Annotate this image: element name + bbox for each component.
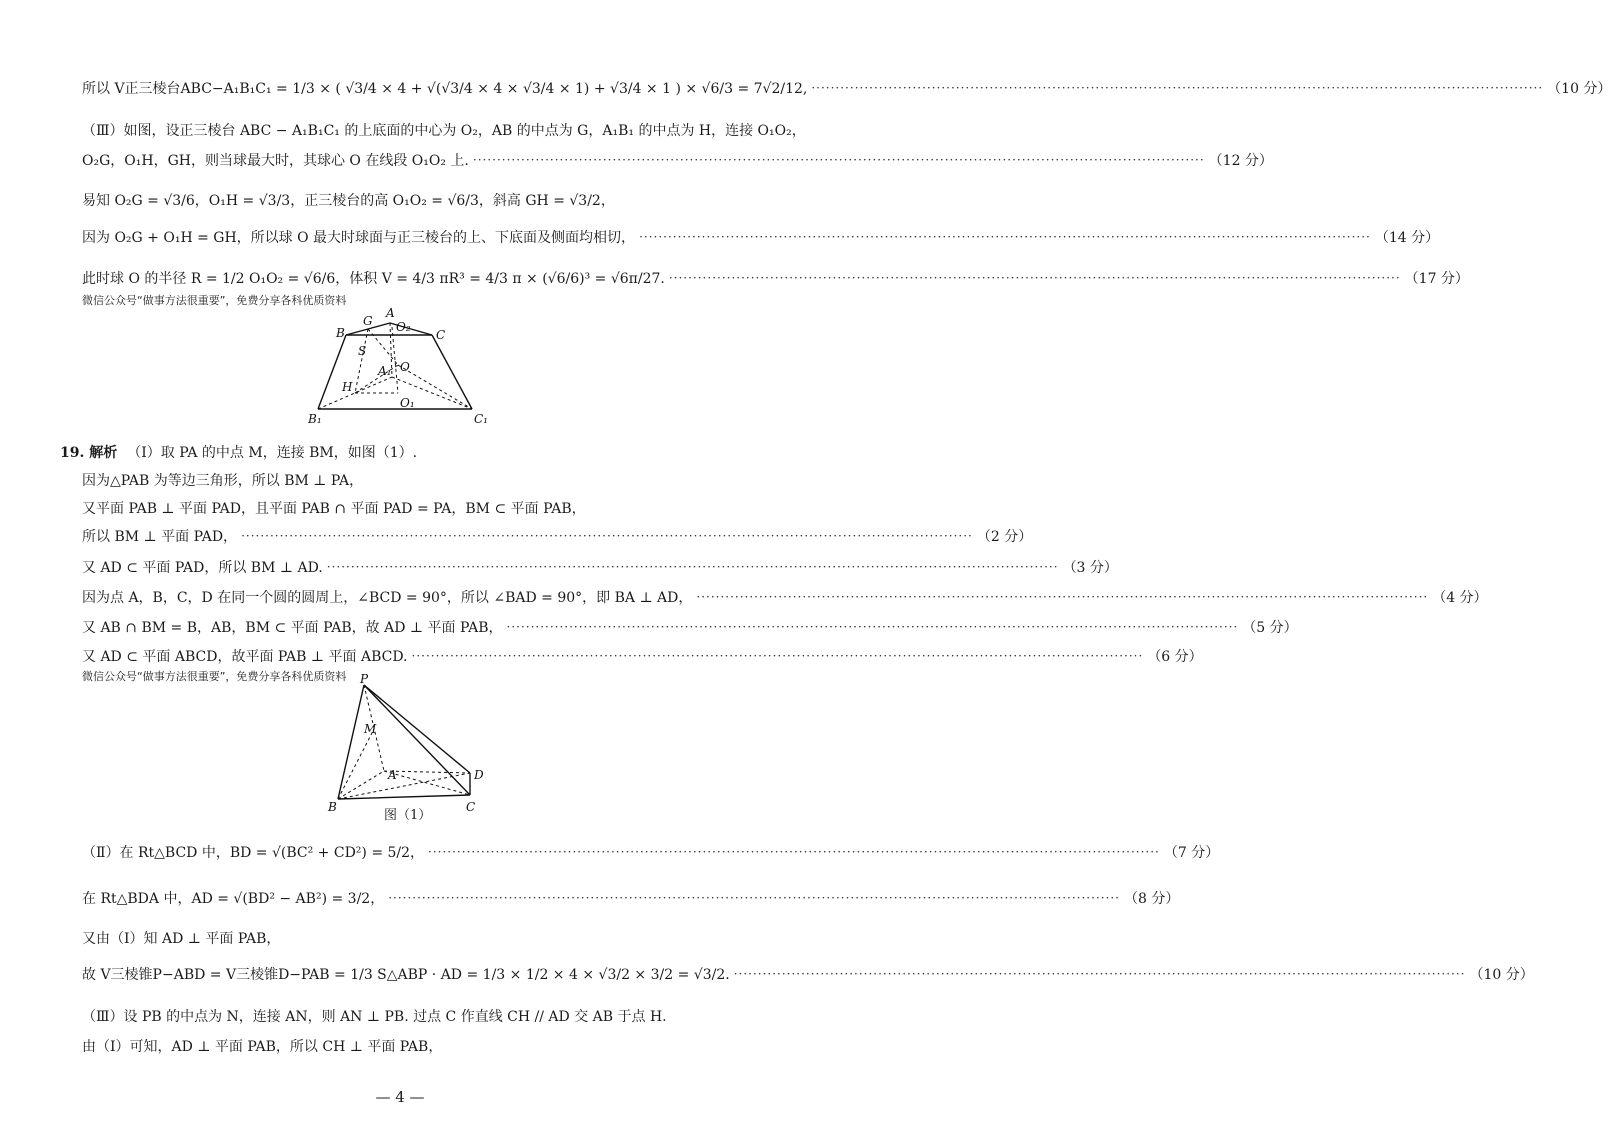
label-P: P (360, 672, 369, 686)
text-line (82, 74, 1611, 102)
leader-dots (408, 649, 1148, 663)
text-line (82, 146, 1273, 174)
formula-line: （Ⅱ）在 Rt△BCD 中，BD = √(BC² + CD²) = 5/2， (82, 845, 425, 861)
label-B1: B₁ (308, 412, 322, 426)
pyramid-figure (320, 672, 500, 825)
page-number: — 4 — (375, 1088, 425, 1106)
segment-AC (384, 771, 470, 795)
score-mark: （7 分） (1163, 845, 1220, 861)
text-line (60, 438, 732, 466)
formula-line: 故 V三棱锥P−ABD = V三棱锥D−PAB = 1/3 S△ABP · AD = 1/3 × 1/2 × 4 × √3/2 × 3/2 = √3/2. (82, 967, 730, 983)
leader-dots (807, 81, 1547, 95)
edge-PB (338, 685, 364, 799)
leader-dots (635, 230, 1375, 244)
label-C: C (466, 800, 476, 814)
text-line (82, 186, 732, 214)
edge-PD (364, 685, 470, 773)
text-line (82, 116, 806, 144)
frustum-diagram (300, 305, 500, 430)
label-A: A (386, 306, 395, 320)
score-mark: （14 分） (1374, 230, 1440, 246)
leader-dots (665, 271, 1405, 285)
edge-CC1 (432, 335, 472, 409)
text-line (82, 838, 1220, 866)
score-mark: （12 分） (1208, 153, 1273, 169)
label-O: O (400, 360, 410, 374)
paragraph-text: 所以 BM ⊥ 平面 PAD， (82, 529, 238, 545)
leader-dots (692, 590, 1432, 604)
text-line (82, 642, 1203, 670)
score-mark: （4 分） (1432, 590, 1488, 606)
score-mark: （17 分） (1404, 271, 1469, 287)
leader-dots (424, 845, 1164, 859)
pyramid-diagram (320, 672, 500, 825)
edge-PC (364, 685, 470, 795)
label-D: D (474, 768, 484, 782)
label-A1: A₁ (378, 364, 392, 378)
paragraph-text: （Ⅲ）如图，设正三棱台 ABC − A₁B₁C₁ 的上底面的中心为 O₂，AB 的中点为 G，A₁B₁ 的中点为 H，连接 O₁O₂， (82, 123, 806, 139)
label-O2: O₂ (396, 320, 411, 334)
label-C: C (436, 328, 446, 342)
leader-dots (503, 620, 1243, 634)
paragraph-text: （Ⅰ）取 PA 的中点 M，连接 BM，如图（1）. (127, 445, 418, 461)
leader-dots (469, 153, 1209, 167)
segment-O2O1 (392, 327, 398, 393)
score-mark: （6 分） (1147, 649, 1203, 665)
label-O1: O₁ (400, 396, 415, 410)
paragraph-text: 又 AD ⊂ 平面 PAD，所以 BM ⊥ AD. (82, 560, 323, 576)
formula-line: 此时球 O 的半径 R = 1/2 O₁O₂ = √6/6，体积 V = 4/3 πR³ = 4/3 π × (√6/6)³ = √6π/27. (82, 271, 665, 287)
score-mark: （3 分） (1062, 560, 1118, 576)
paragraph-text: 又由（Ⅰ）知 AD ⊥ 平面 PAB， (82, 931, 281, 947)
edge-BA (338, 771, 384, 799)
label-C1: C₁ (474, 412, 488, 426)
text-line (82, 223, 1440, 251)
score-mark: （5 分） (1242, 620, 1298, 636)
watermark-text: 微信公众号“做事方法很重要”，免费分享各科优质资料 (82, 670, 347, 683)
question-number: 19. 解析 (60, 445, 118, 461)
segment-GH (355, 329, 368, 393)
score-mark: （10 分） (1469, 967, 1534, 983)
formula-line: 在 Rt△BDA 中，AD = √(BD² − AB²) = 3/2， (82, 891, 385, 907)
formula-line: 易知 O₂G = √3/6，O₁H = √3/3，正三棱台的高 O₁O₂ = √6/3，斜高 GH = √3/2， (82, 193, 615, 209)
figure-caption: 图（1） (384, 808, 432, 823)
leader-dots (384, 891, 1124, 905)
paragraph-text: 又平面 PAB ⊥ 平面 PAD，且平面 PAB ∩ 平面 PAD = PA，BM ⊂ 平面 PAB， (82, 501, 586, 517)
text-line (82, 1002, 732, 1030)
text-line (82, 583, 1488, 611)
frustum-figure (300, 305, 500, 430)
text-line (82, 884, 1180, 912)
watermark-text: 微信公众号“做事方法很重要”，免费分享各科优质资料 (82, 294, 347, 307)
paragraph-text: 因为点 A，B，C，D 在同一个圆的圆周上，∠BCD = 90°，所以 ∠BAD = 90°，即 BA ⊥ AD， (82, 590, 693, 606)
text-line (82, 522, 1033, 550)
paragraph-text: 因为 O₂G + O₁H = GH，所以球 O 最大时球面与正三棱台的上、下底面及侧面均相切， (82, 230, 636, 246)
paragraph-text: 又 AD ⊂ 平面 ABCD，故平面 PAB ⊥ 平面 ABCD. (82, 649, 408, 665)
text-line (82, 466, 732, 494)
score-mark: （10 分） (1547, 81, 1611, 97)
segment-HO (355, 365, 398, 393)
paragraph-text: O₂G，O₁H，GH，则当球最大时，其球心 O 在线段 O₁O₂ 上. (82, 153, 469, 169)
label-S: S (358, 344, 367, 358)
leader-dots (323, 560, 1063, 574)
label-G: G (363, 314, 373, 328)
text-line (82, 613, 1298, 641)
leader-dots (730, 967, 1470, 981)
paragraph-text: 因为△PAB 为等边三角形，所以 BM ⊥ PA， (82, 473, 364, 489)
text-line (82, 553, 1118, 581)
label-H: H (342, 380, 353, 394)
score-mark: （8 分） (1124, 891, 1180, 907)
score-mark: （2 分） (976, 529, 1033, 545)
text-line (82, 960, 1534, 988)
leader-dots (237, 529, 977, 543)
paragraph-text: 又 AB ∩ BM = B，AB，BM ⊂ 平面 PAB，故 AD ⊥ 平面 PAB， (82, 620, 503, 636)
paragraph-text: 由（Ⅰ）可知，AD ⊥ 平面 PAB，所以 CH ⊥ 平面 PAB， (82, 1039, 443, 1055)
label-M: M (364, 722, 377, 736)
text-line (82, 924, 732, 952)
label-B: B (336, 326, 345, 340)
text-line (82, 264, 1469, 292)
paragraph-text: （Ⅲ）设 PB 的中点为 N，连接 AN，则 AN ⊥ PB. 过点 C 作直线 CH // AD 交 AB 于点 H. (82, 1009, 667, 1025)
text-line (82, 494, 732, 522)
formula-line: 所以 V正三棱台ABC−A₁B₁C₁ = 1/3 × ( √3/4 × 4 + √(√3/4 × 4 × √3/4 × 1) + √3/4 × 1 ) × √6/3 = 7√2/12, (82, 81, 808, 97)
edge-AD (384, 771, 470, 773)
text-line (82, 1032, 732, 1060)
label-B: B (328, 800, 337, 814)
edge-BB1 (318, 335, 346, 409)
label-A: A (388, 768, 397, 782)
